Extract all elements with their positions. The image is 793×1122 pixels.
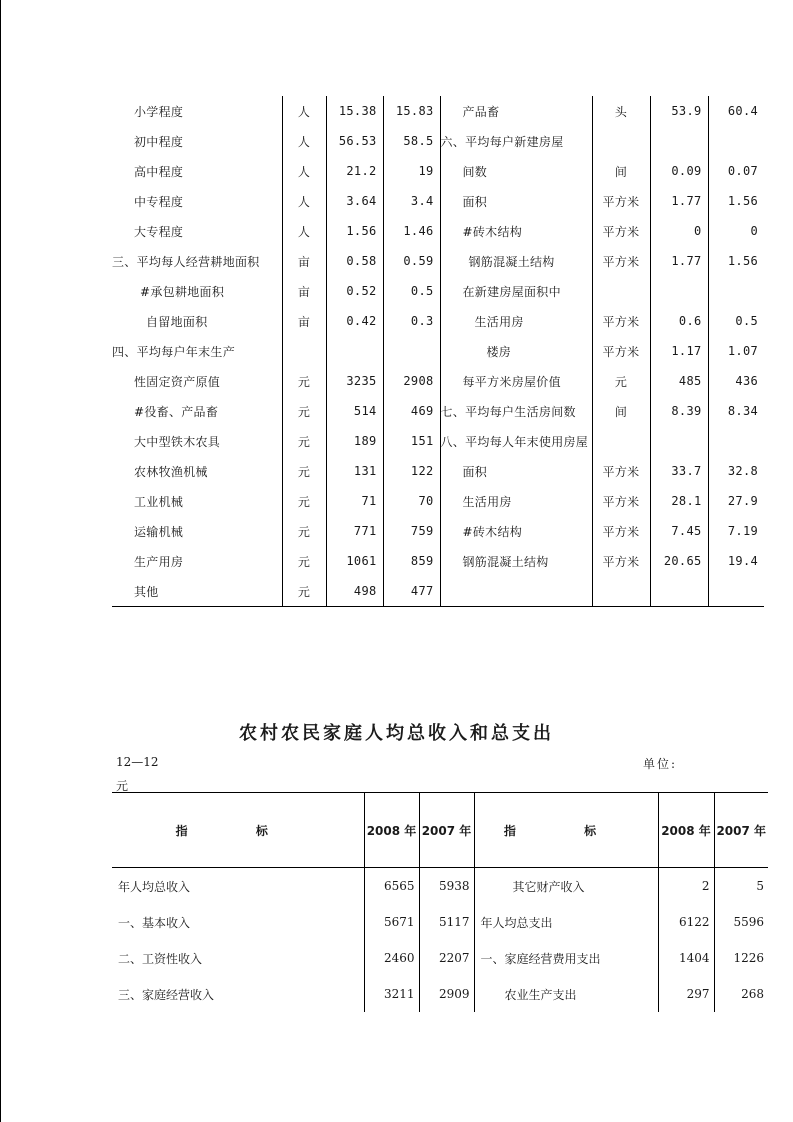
unit-cell: 人 bbox=[282, 156, 326, 186]
value-2007-cell-right: 0.5 bbox=[708, 306, 764, 336]
indicator-cell: 高中程度 bbox=[134, 164, 184, 179]
table-row bbox=[112, 306, 764, 336]
header-2008-2: 2008 年 bbox=[658, 793, 714, 868]
value-2007-cell: 19 bbox=[383, 156, 440, 186]
value-2007-cell: 15.83 bbox=[383, 96, 440, 126]
indicator-cell: 三、平均每人经营耕地面积 bbox=[112, 254, 260, 269]
indicator-cell: 中专程度 bbox=[134, 194, 184, 209]
indicator-cell-right: 八、平均每人年末使用房屋 bbox=[440, 426, 592, 456]
unit-cell-right: 平方米 bbox=[592, 216, 650, 246]
value-2007-cell-right bbox=[708, 426, 764, 456]
value-2007-cell-right: 436 bbox=[708, 366, 764, 396]
table-row bbox=[112, 366, 764, 396]
value-2008-cell-right: 297 bbox=[658, 976, 714, 1012]
value-2008-cell: 0.58 bbox=[326, 246, 383, 276]
table-row bbox=[112, 456, 764, 486]
value-2007-cell-right: 0 bbox=[708, 216, 764, 246]
value-2008-cell-right: 1.17 bbox=[650, 336, 708, 366]
value-2007-cell: 469 bbox=[383, 396, 440, 426]
unit-cell-right: 平方米 bbox=[592, 306, 650, 336]
indicator-cell: 初中程度 bbox=[134, 134, 184, 149]
value-2007-cell: 122 bbox=[383, 456, 440, 486]
section-title: 农村农民家庭人均总收入和总支出 bbox=[239, 723, 554, 744]
indicator-cell-right: 每平方米房屋价值 bbox=[440, 366, 592, 396]
indicator-cell-right: 一、家庭经营费用支出 bbox=[474, 940, 658, 976]
rural-household-statistics-table bbox=[112, 96, 764, 607]
value-2008-cell-right: 33.7 bbox=[650, 456, 708, 486]
indicator-cell-right: 楼房 bbox=[440, 336, 592, 366]
value-2008-cell-right bbox=[650, 276, 708, 306]
table-row bbox=[112, 576, 764, 607]
value-2008-cell: 71 bbox=[326, 486, 383, 516]
table-row bbox=[112, 516, 764, 546]
table-row bbox=[112, 276, 764, 306]
table-row bbox=[112, 904, 768, 940]
value-2007-cell-right: 8.34 bbox=[708, 396, 764, 426]
indicator-cell: 大专程度 bbox=[134, 224, 184, 239]
indicator-cell-right: 在新建房屋面积中 bbox=[440, 276, 592, 306]
unit-cell-right bbox=[592, 426, 650, 456]
unit-cell: 人 bbox=[282, 126, 326, 156]
value-2008-cell-right: 0.09 bbox=[650, 156, 708, 186]
table-row bbox=[112, 426, 764, 456]
unit-cell: 人 bbox=[282, 216, 326, 246]
indicator-cell-right: 钢筋混凝土结构 bbox=[440, 246, 592, 276]
value-2008-cell-right: 1.77 bbox=[650, 246, 708, 276]
header-2008: 2008 年 bbox=[364, 793, 419, 868]
unit-cell-right: 平方米 bbox=[592, 546, 650, 576]
unit-cell: 元 bbox=[282, 516, 326, 546]
value-2007-cell-right: 1.07 bbox=[708, 336, 764, 366]
value-2008-cell: 771 bbox=[326, 516, 383, 546]
value-2008-cell-right: 1404 bbox=[658, 940, 714, 976]
indicator-cell-right bbox=[440, 576, 592, 607]
value-2007-cell-right: 0.07 bbox=[708, 156, 764, 186]
indicator-cell: 四、平均每户年末生产 bbox=[112, 344, 236, 359]
indicator-cell-right: 生活用房 bbox=[440, 306, 592, 336]
table-row bbox=[112, 546, 764, 576]
table-row bbox=[112, 396, 764, 426]
value-2007-cell: 5117 bbox=[419, 904, 474, 940]
unit-cell-right: 平方米 bbox=[592, 336, 650, 366]
unit-cell: 元 bbox=[282, 366, 326, 396]
value-2008-cell-right: 1.77 bbox=[650, 186, 708, 216]
value-2007-cell: 0.3 bbox=[383, 306, 440, 336]
indicator-cell-right: 面积 bbox=[440, 456, 592, 486]
value-2007-cell-right: 1226 bbox=[714, 940, 768, 976]
value-2008-cell-right: 20.65 bbox=[650, 546, 708, 576]
indicator-cell: 生产用房 bbox=[134, 554, 184, 569]
unit-cell-right: 间 bbox=[592, 396, 650, 426]
value-2007-cell: 759 bbox=[383, 516, 440, 546]
value-2008-cell: 189 bbox=[326, 426, 383, 456]
table-row bbox=[112, 216, 764, 246]
indicator-cell: 工业机械 bbox=[134, 494, 184, 509]
value-2007-cell: 0.59 bbox=[383, 246, 440, 276]
value-2007-cell: 2908 bbox=[383, 366, 440, 396]
value-2007-cell: 859 bbox=[383, 546, 440, 576]
indicator-cell-right: 面积 bbox=[440, 186, 592, 216]
indicator-cell-right: #砖木结构 bbox=[440, 216, 592, 246]
unit-cell: 亩 bbox=[282, 276, 326, 306]
value-2008-cell: 15.38 bbox=[326, 96, 383, 126]
indicator-cell-right: 七、平均每户生活房间数 bbox=[440, 396, 592, 426]
header-2007: 2007 年 bbox=[419, 793, 474, 868]
value-2008-cell-right bbox=[650, 576, 708, 607]
indicator-cell: #承包耕地面积 bbox=[140, 284, 225, 299]
income-expenditure-table bbox=[112, 792, 768, 1012]
value-2007-cell: 3.4 bbox=[383, 186, 440, 216]
value-2007-cell-right bbox=[708, 276, 764, 306]
value-2007-cell: 70 bbox=[383, 486, 440, 516]
indicator-cell: 一、基本收入 bbox=[118, 915, 191, 930]
indicator-cell-right: 年人均总支出 bbox=[474, 904, 658, 940]
indicator-cell-right: 其它财产收入 bbox=[474, 868, 658, 905]
unit-cell-right: 平方米 bbox=[592, 456, 650, 486]
indicator-cell-right: 产品畜 bbox=[440, 96, 592, 126]
value-2008-cell-right bbox=[650, 126, 708, 156]
value-2008-cell: 2460 bbox=[364, 940, 419, 976]
value-2008-cell-right: 0 bbox=[650, 216, 708, 246]
unit-cell: 人 bbox=[282, 186, 326, 216]
value-2007-cell: 58.5 bbox=[383, 126, 440, 156]
value-2007-cell: 151 bbox=[383, 426, 440, 456]
value-2007-cell-right: 60.4 bbox=[708, 96, 764, 126]
header-indicator-2: 指 标 bbox=[474, 793, 658, 868]
value-2008-cell-right: 2 bbox=[658, 868, 714, 905]
unit-cell: 人 bbox=[282, 96, 326, 126]
indicator-cell: 年人均总收入 bbox=[118, 879, 191, 894]
table-row bbox=[112, 486, 764, 516]
indicator-cell: 运输机械 bbox=[134, 524, 184, 539]
value-2008-cell: 5671 bbox=[364, 904, 419, 940]
unit-cell: 元 bbox=[282, 486, 326, 516]
table-row bbox=[112, 156, 764, 186]
unit-cell-right: 平方米 bbox=[592, 246, 650, 276]
table-row bbox=[112, 186, 764, 216]
value-2007-cell: 0.5 bbox=[383, 276, 440, 306]
unit-cell-right: 元 bbox=[592, 366, 650, 396]
unit-cell: 元 bbox=[282, 396, 326, 426]
indicator-cell: 自留地面积 bbox=[146, 314, 208, 329]
table-row bbox=[112, 940, 768, 976]
value-2008-cell: 6565 bbox=[364, 868, 419, 905]
header-indicator: 指 标 bbox=[112, 793, 364, 868]
value-2007-cell-right: 19.4 bbox=[708, 546, 764, 576]
table-row bbox=[112, 336, 764, 366]
unit-cell-right bbox=[592, 126, 650, 156]
unit-cell bbox=[282, 336, 326, 366]
unit-cell-right: 间 bbox=[592, 156, 650, 186]
indicator-cell: 三、家庭经营收入 bbox=[118, 987, 215, 1002]
unit-label: 单位: bbox=[643, 757, 678, 771]
value-2007-cell-right: 5596 bbox=[714, 904, 768, 940]
value-2008-cell: 3235 bbox=[326, 366, 383, 396]
value-2008-cell bbox=[326, 336, 383, 366]
unit-cell-right bbox=[592, 276, 650, 306]
unit-value: 元 bbox=[116, 779, 129, 793]
unit-cell: 元 bbox=[282, 426, 326, 456]
value-2007-cell: 5938 bbox=[419, 868, 474, 905]
value-2008-cell: 0.42 bbox=[326, 306, 383, 336]
table-row bbox=[112, 246, 764, 276]
page-left-edge bbox=[0, 0, 1, 1122]
value-2007-cell-right: 5 bbox=[714, 868, 768, 905]
indicator-cell: 性固定资产原值 bbox=[134, 374, 221, 389]
value-2008-cell: 1.56 bbox=[326, 216, 383, 246]
indicator-cell: 二、工资性收入 bbox=[118, 951, 203, 966]
value-2008-cell-right: 28.1 bbox=[650, 486, 708, 516]
value-2008-cell: 498 bbox=[326, 576, 383, 607]
unit-cell: 亩 bbox=[282, 246, 326, 276]
value-2008-cell-right bbox=[650, 426, 708, 456]
value-2008-cell-right: 6122 bbox=[658, 904, 714, 940]
value-2008-cell-right: 0.6 bbox=[650, 306, 708, 336]
value-2007-cell-right: 1.56 bbox=[708, 186, 764, 216]
unit-cell: 元 bbox=[282, 546, 326, 576]
value-2007-cell bbox=[383, 336, 440, 366]
value-2007-cell-right: 27.9 bbox=[708, 486, 764, 516]
unit-cell: 元 bbox=[282, 456, 326, 486]
unit-cell: 元 bbox=[282, 576, 326, 607]
value-2007-cell-right: 7.19 bbox=[708, 516, 764, 546]
value-2008-cell-right: 7.45 bbox=[650, 516, 708, 546]
value-2008-cell: 21.2 bbox=[326, 156, 383, 186]
value-2008-cell: 131 bbox=[326, 456, 383, 486]
indicator-cell-right: #砖木结构 bbox=[440, 516, 592, 546]
indicator-cell-right: 间数 bbox=[440, 156, 592, 186]
unit-cell-right: 平方米 bbox=[592, 186, 650, 216]
indicator-cell-right: 农业生产支出 bbox=[474, 976, 658, 1012]
value-2007-cell-right: 268 bbox=[714, 976, 768, 1012]
value-2008-cell: 514 bbox=[326, 396, 383, 426]
header-row bbox=[112, 793, 768, 868]
indicator-cell-right: 六、平均每户新建房屋 bbox=[440, 126, 592, 156]
value-2008-cell: 56.53 bbox=[326, 126, 383, 156]
value-2007-cell-right: 1.56 bbox=[708, 246, 764, 276]
value-2008-cell-right: 485 bbox=[650, 366, 708, 396]
indicator-cell: 其他 bbox=[112, 576, 282, 607]
value-2008-cell-right: 8.39 bbox=[650, 396, 708, 426]
indicator-cell: 小学程度 bbox=[134, 104, 184, 119]
indicator-cell: 大中型铁木农具 bbox=[134, 434, 221, 449]
table-row bbox=[112, 126, 764, 156]
table-row bbox=[112, 976, 768, 1012]
indicator-cell-right: 钢筋混凝土结构 bbox=[440, 546, 592, 576]
indicator-cell: #役畜、产品畜 bbox=[134, 404, 219, 419]
value-2007-cell: 2909 bbox=[419, 976, 474, 1012]
value-2007-cell-right bbox=[708, 576, 764, 607]
value-2007-cell-right: 32.8 bbox=[708, 456, 764, 486]
table-row bbox=[112, 96, 764, 126]
table-row bbox=[112, 868, 768, 905]
value-2007-cell: 1.46 bbox=[383, 216, 440, 246]
unit-cell-right: 头 bbox=[592, 96, 650, 126]
unit-cell-right bbox=[592, 576, 650, 607]
unit-cell-right: 平方米 bbox=[592, 486, 650, 516]
value-2007-cell-right bbox=[708, 126, 764, 156]
value-2008-cell-right: 53.9 bbox=[650, 96, 708, 126]
table-code: 12—12 bbox=[116, 755, 159, 769]
value-2008-cell: 1061 bbox=[326, 546, 383, 576]
value-2007-cell: 2207 bbox=[419, 940, 474, 976]
unit-cell-right: 平方米 bbox=[592, 516, 650, 546]
value-2008-cell: 3.64 bbox=[326, 186, 383, 216]
indicator-cell: 农林牧渔机械 bbox=[134, 464, 208, 479]
unit-cell: 亩 bbox=[282, 306, 326, 336]
value-2008-cell: 0.52 bbox=[326, 276, 383, 306]
value-2008-cell: 3211 bbox=[364, 976, 419, 1012]
indicator-cell-right: 生活用房 bbox=[440, 486, 592, 516]
header-2007-2: 2007 年 bbox=[714, 793, 768, 868]
value-2007-cell: 477 bbox=[383, 576, 440, 607]
